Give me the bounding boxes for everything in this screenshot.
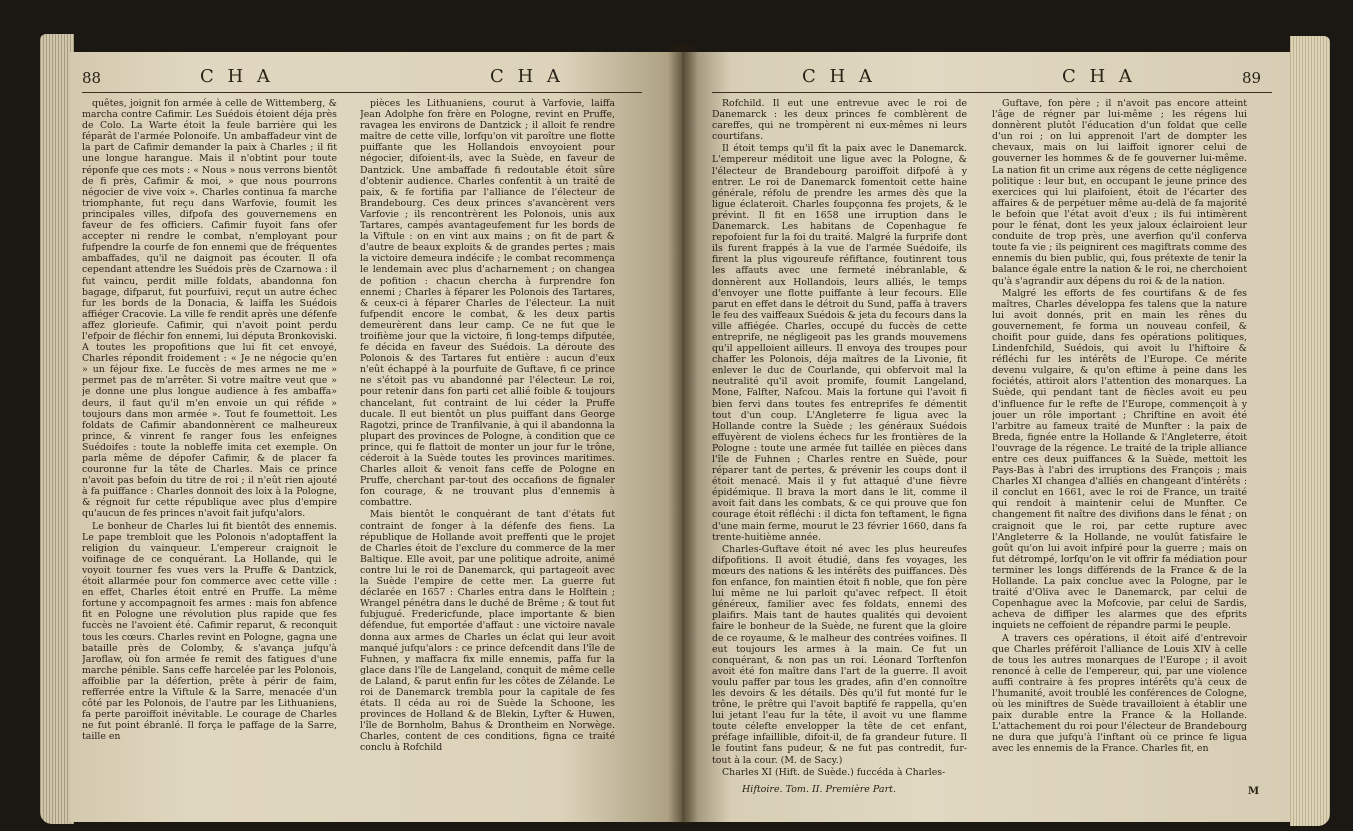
right-page-column-2: [992, 98, 1247, 756]
left-page-column-1: [82, 98, 337, 743]
paragraph: Rofchild. Il eut une entrevue avec le roi de Danemarck : les deux princes fe comblèrent de careffes, qui ne trompèrent ni eux-mêmes ni leurs courtifans.: [712, 98, 967, 143]
paragraph: Charles-Guftave étoit né avec les plus heureufes difpofitions. Il avoit étudié, dans fes voyages, les mœurs des nations & les intérêts des puiffances. Dès fon enfance, fon maintien étoit fi noble, que fon père lui même ne lui parloit qu'avec refpect. Il étoit généreux, familier avec fes foldats, ennemi des plaifirs. Mais tant de hautes qualités qui devoient faire le bonheur de la Suède, ne furent que la gloire de ce royaume, & le malheur des contrées voifines. Il eut toujours les armes à la main. Ce fut un conquérant, & non pas un roi. Léonard Torftenfon avoit été fon maître dans l'art de la guerre. Il avoit voulu paffer par tous les grades, afin d'en connoître les devoirs & les détails. Dès qu'il fut monté fur le trône, le prêtre qui l'avoit baptifé fe rappella, qu'en lui jetant l'eau fur la tête, il avoit vu une flamme toute célefte envelopper la tête de cet enfant, préfage infaillible, difoit-il, de fa grandeur future. Il le foutint fans pudeur, & ne fut pas contredit, fur-tout à la cour. (M. de Sacy.): [712, 543, 967, 766]
right-running-head: [682, 66, 1290, 92]
signature-mark: M: [1248, 786, 1260, 797]
running-head-word: C H A: [490, 66, 564, 87]
paragraph: Charles XI (Hift. de Suède.) fuccéda à Charles-: [722, 766, 946, 778]
page-number: 89: [1242, 69, 1262, 87]
paragraph: Il étoit temps qu'il fît la paix avec le Danemarck. L'empereur méditoit une ligue avec la Pologne, & l'électeur de Brandebourg paroiffoit difpofé à y entrer. Le roi de Danemarck fomentoit cette haine générale, réfolu de prendre les armes dès que la ligue éclateroit. Charles foupçonna fes projets, & le prévint. Il fit en 1658 une irruption dans le Danemarck. Les habitans de Copenhague fe repofoient fur la foi du traité. Malgré la furprife dont ils furent frappés à la vue de l'armée Suédoife, ils firent la plus vigoureufe réfiftance, foutinrent tous les affauts avec une fermeté inébranlable, & donnèrent aux Hollandois, leurs alliés, le temps d'envoyer une flotte puiffante à leur fecours. Elle parut en effet dans le détroit du Sund, paffa à travers le feu des vaiffeaux Suédois & jeta du fecours dans la ville affiégée. Charles, occupé du fuccès de cette entreprife, ne négligeoit pas les grands mouvemens qu'il appelloient ailleurs. Il envoya des troupes pour chaffer les Polonois, déja maîtres de la Livonie, fit enlever le duc de Courlande, qui obfervoit mal la neutralité qu'il avoit promife, foumit Langeland, Mone, Falfter, Nafcou. Mais la fortune qui l'avoit fi bien fervi dans toutes fes entreprifes fe démentit tout d'un coup. L'Angleterre fe ligua avec la Hollande contre la Suède ; les généraux Suédois effuyèrent de violens échecs fur les frontières de la Pologne : toute une armée fut taillée en pièces dans l'île de Fuhnen ; Charles rentre en Suède, pour réparer tant de pertes, & prévenir les coups dont il étoit menacé. Mais il y fut attaqué d'une fièvre épidémique. Il brava la mort dans le lit, comme il avoit fait dans les combats, & ce qui prouve que fon courage étoit réfléchi : il dicta fon teftament, le figna d'une main ferme, mourut le 23 février 1660, dans fa trente-huitième année.: [712, 143, 967, 543]
running-head-word: C H A: [1062, 66, 1136, 87]
paragraph: pièces les Lithuaniens, courut à Varfovie, laiffa Jean Adolphe fon frère en Pologne, revint en Pruffe, ravagea les environs de Dantzick ; il alloit fe rendre maître de cette ville, lorfqu'on vit paroître une flotte puiffante que les Hollandois envoyoient pour négocier, difoient-ils, avec la Suède, en faveur de Dantzick. Une ambaffade fi redoutable étoit sûre d'obtenir audience. Charles confentit à un traité de paix, & fe fortifia par l'alliance de l'électeur de Brandebourg. Ces deux princes s'avancèrent vers Varfovie ; ils rencontrèrent les Polonois, unis aux Tartares, campés avantageufement fur les bords de la Viftule : on en vint aux mains ; on fit de part & d'autre de beaux exploits & de grandes pertes ; mais la victoire demeura indécife ; le combat recommença le lendemain avec plus d'acharnement ; on changea de pofition : chacun chercha à furprendre fon ennemi ; Charles à féparer les Polonois des Tartares, & ceux-ci à féparer Charles de l'électeur. La nuit fufpendit encore le combat, & les deux partis demeurèrent dans leur camp. Ce ne fut que le troifième jour que la victoire, fi long-temps difputée, fe décida en faveur des Suédois. La déroute des Polonois & des Tartares fut entière : aucun d'eux n'eût échappé à la pourfuite de Guftave, fi ce prince ne s'étoit pas vu abandonné par l'électeur. Le roi, pour retenir dans fon parti cet allié foible & toujours chancelant, fut contraint de lui céder la Pruffe ducale. Il eut bientôt un plus puiffant dans George Ragotzi, prince de Tranfilvanie, à qui il abandonna la plupart des provinces de Pologne, à condition que ce prince, qui fe flattoit de monter un jour fur le trône, céderoit à la Suède toutes les provinces maritimes. Charles alloit & venoit fans ceffe de Pologne en Pruffe, cherchant par-tout des occafions de fignaler fon courage, & ne trouvant plus d'ennemis à combattre.: [360, 98, 615, 509]
paragraph: Guftave, fon père ; il n'avoit pas encore atteint l'âge de régner par lui-même ; les régens lui donnèrent plutôt l'éducation d'un foldat que celle d'un roi ; on lui apprenoit l'art de dompter les chevaux, mais on lui laiffoit ignorer celui de gouverner les hommes & de fe gouverner lui-même. La nation fit un crime aux régens de cette négligence politique : leur but, en occupant le jeune prince des exercices qui lui plaifoient, étoit de l'écarter des affaires & de perpétuer même au-delà de fa majorité le befoin que l'état avoit d'eux ; ils fui intimèrent pour le fénat, dont les yeux jaloux éclairoient leur conduite de trop près, une averfion qu'il conferva toute fa vie ; ils peignirent ces magiftrats comme des ennemis du bien public, qui, fous prétexte de tenir la balance égale entre la nation & le roi, ne cherchoient qu'à s'agrandir aux dépens du roi & de la nation.: [992, 98, 1247, 287]
page-footer: Hiftoire. Tom. II. Première Part.: [742, 784, 896, 795]
paragraph: Mais bientôt le conquérant de tant d'états fut contraint de fonger à la défenfe des fiens. La république de Hollande avoit preffenti que le projet de Charles étoit de l'exclure du commerce de la mer Baltique. Elle avoit, par une politique adroite, animé contre lui le roi de Danemarck, qui partageoit avec la Suède l'empire de cette mer. La guerre fut déclarée en 1657 : Charles entra dans le Holftein ; Wrangel pénétra dans le duché de Brême ; & tout fut fubjugué. Fredericfunde, place importante & bien défendue, fut emportée d'affaut : une victoire navale donna aux armes de Charles un éclat qui leur avoit manqué jufqu'alors : ce prince defcendit dans l'île de Fuhnen, y maffacra fix mille ennemis, paffa fur la glace dans l'île de Langeland, conquit de même celle de Laland, & parut enfin fur les côtes de Zélande. Le roi de Danemarck trembla pour la capitale de fes états. Il céda au roi de Suède la Schoone, les provinces de Holland & de Blekin, Lyfter & Huwen, l'île de Bornholm, Bahus & Drontheim en Norwège. Charles, content de ces conditions, figna ce traité conclu à Rofchild: [360, 509, 615, 754]
head-rule: [712, 92, 1272, 93]
running-head-word: C H A: [802, 66, 876, 87]
left-page: [70, 52, 682, 822]
paragraph: Malgré les efforts de fes courtifans & de fes maîtres, Charles développa fes talens que la nature lui avoit donnés, prit en main les rênes du gouvernement, fe forma un nouveau confeil, & choifit pour guide, dans fes opérations politiques, Lindenfchild, Suédois, qui avoit lu l'hiftoire & réfléchi fur les intérêts de l'Europe. Ce mérite devenu vulgaire, & qu'on eftime à peine dans les fociétés, attiroit alors l'attention des monarques. La Suède, qui pendant tant de fiècles avoit eu peu d'influence fur le refte de l'Europe, commençoit à y jouer un rôle important ; Chriftine en avoit été l'arbitre au fameux traité de Munfter : la paix de Breda, fignée entre la Hollande & l'Angleterre, étoit l'ouvrage de la régence. Le traité de la triple alliance entre ces deux puiffances & la Suède, mettoit les Pays-Bas à l'abri des irruptions des François ; mais Charles XI changea d'alliés en changeant d'intérêts : il conclut en 1661, avec le roi de France, un traité qui rendoit à maintenir celui de Munfter. Ce changement fit naître des divifions dans le fénat ; on craignoit que le roi, par cette rupture avec l'Angleterre & la Hollande, ne voulût fatisfaire le goût qu'on lui avoit infpiré pour la guerre ; mais on fut détrompé, lorfqu'on le vit offrir fa médiation pour terminer les longs différends de la France & de la Hollande. La paix conclue avec la Pologne, par le traité d'Oliva avec le Danemarck, par celui de Copenhague avec la Mofcovie, par celui de Sardis, acheva de diffiper les alarmes que des efprits inquiets ne ceffoient de répandre parmi le peuple.: [992, 287, 1247, 632]
paragraph: Le bonheur de Charles lui fit bientôt des ennemis. Le pape trembloit que les Polonois n'adoptaffent la religion du vainqueur. L'empereur craignoit le voifinage de ce conquérant. La Hollande, qui le voyoit tourner fes vues vers la Pruffe & Dantzick, étoit allarmée pour fon commerce avec cette ville : en effet, Charles étoit entré en Pruffe. La même fortune y accompagnoit fes armes : mais fon abfence fit en Pologne une révolution plus rapide que fes fuccès ne l'avoient été. Cafimir reparut, & reconquit tous les cœurs. Charles revint en Pologne, gagna une bataille près de Colomby, & s'avança jufqu'à Jaroflaw, où fon armée fe remit des fatigues d'une marche pénible. Sans ceffe harcelée par les Polonois, affoiblie par la défertion, prête à périr de faim, refferrée entre la Viftule & la Sarre, menacée d'un côté par les Polonois, de l'autre par les Lithuaniens, fa perte paroiffoit inévitable. Le courage de Charles ne fut point ébranlé. Il força le paffage de la Sarre, taille en: [82, 520, 337, 743]
right-page-edges: [1290, 36, 1330, 826]
running-head-word: C H A: [200, 66, 274, 87]
left-page-column-2: [360, 98, 615, 755]
head-rule: [82, 92, 642, 93]
right-page: [682, 52, 1290, 822]
left-page-edges: [40, 34, 74, 824]
paragraph: quêtes, joignit fon armée à celle de Wittemberg, & marcha contre Cafimir. Les Suédois étoient déja près de Colo. La Warte étoit la feule barrière qui les féparât de l'armée Polonoife. Un ambaffadeur vint de la part de Cafimir demander la paix à Charles ; il fit une longue harangue. Mais il n'obtint pour toute réponfe que ces mots : « Nous » nous verrons bientôt de fi près, Cafimir & moi, » que nous pourrons négocier de vive voix ». Charles continua fa marche triomphante, fut reçu dans Warfovie, foumit les principales villes, difpofa des gouvernemens en faveur de fes officiers. Cafimir fuyoit fans ofer accepter ni rendre le combat, n'employant pour fufpendre la courfe de fon ennemi que de fréquentes ambaffades, qu'il ne daignoit pas écouter. Il ofa cependant attendre les Suédois près de Czarnowa : il fut vaincu, perdit mille foldats, abandonna fon bagage, difparut, fut pourfuivi, reçut un autre échec fur les bords de la Donacia, & laiffa les Suédois affiéger Cracovie. La ville fe rendit après une défenfe affez glorieufe. Cafimir, qui n'avoit point perdu l'efpoir de fléchir fon ennemi, lui députa Bronkoviski. A toutes les propofitions que lui fit cet envoyé, Charles répondit froidement : « Je ne négocie qu'en » un féjour fixe. Le fuccès de mes armes ne me » permet pas de m'arrêter. Si votre maître veut que » je donne une plus longue audience à fes ambaffa» deurs, il faut qu'il m'en envoie un qui réfide » toujours dans mon armée ». Tout fe foumettoit. Les foldats de Cafimir abandonnèrent ce malheureux prince, & vinrent fe ranger fous les enfeignes Suédoifes : toute la nobleffe imita cet exemple. On parla même de dépofer Cafimir, & de placer fa couronne fur la tête de Charles. Mais ce prince n'avoit pas befoin du titre de roi ; il n'eût rien ajouté à fa puiffance : Charles donnoit des loix à la Pologne, & régnoit fur cette république avec plus d'empire qu'aucun de fes princes n'avoit fait jufqu'alors.: [82, 98, 337, 520]
page-number: 88: [82, 69, 102, 87]
left-running-head: [70, 66, 682, 92]
right-page-column-1: [712, 98, 967, 780]
paragraph: A travers ces opérations, il étoit aifé d'entrevoir que Charles préféroit l'alliance de Louis XIV à celle de tous les autres monarques de l'Europe ; il avoit renoncé à celle de l'empereur, qui, par une violence auffi contraire à fes propres intérêts qu'à ceux de l'humanité, avoit troublé les conférences de Cologne, où les miniftres de Suède travailloient à établir une paix durable entre la France & la Hollande. L'attachement du roi pour l'électeur de Brandebourg ne dura que jufqu'à l'inftant où ce prince fe ligua avec les ennemis de la France. Charles fit, en: [992, 632, 1247, 755]
open-book: [40, 14, 1330, 820]
